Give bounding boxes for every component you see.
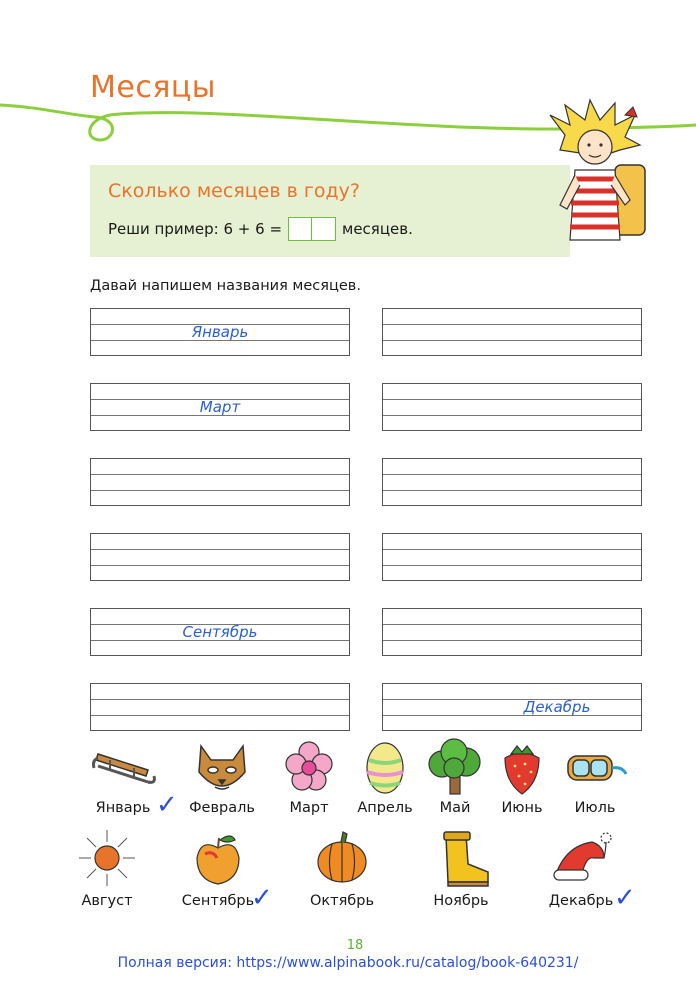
month-label: Октябрь xyxy=(309,893,375,909)
month-label: Январь xyxy=(95,800,151,816)
apple-icon xyxy=(183,828,253,888)
sun-icon xyxy=(72,828,142,888)
writing-line-block[interactable] xyxy=(382,458,642,506)
page-title: Месяцы xyxy=(90,70,216,105)
ruling-line xyxy=(383,565,641,566)
pumpkin-icon xyxy=(307,828,377,888)
ruling-line xyxy=(91,565,349,566)
month-label: Июль xyxy=(574,800,616,816)
writing-line-block[interactable] xyxy=(382,608,642,656)
writing-line-block[interactable] xyxy=(382,383,642,431)
writing-line-block[interactable] xyxy=(90,383,350,431)
ruling-line xyxy=(91,549,349,550)
writing-line-block[interactable] xyxy=(382,308,642,356)
writing-line-block[interactable] xyxy=(90,683,350,731)
writing-line-block[interactable] xyxy=(90,458,350,506)
handwritten-month-name: Сентябрь xyxy=(182,623,258,641)
answer-cell[interactable] xyxy=(289,218,312,240)
ruling-line xyxy=(91,715,349,716)
check-mark-icon: ✓ xyxy=(251,883,273,913)
ruling-line xyxy=(91,474,349,475)
handwritten-month-name: Январь xyxy=(191,323,249,341)
answer-box[interactable] xyxy=(288,217,336,241)
month-label: Сентябрь xyxy=(181,893,255,909)
writing-line-block[interactable] xyxy=(90,608,350,656)
month-label: Декабрь xyxy=(548,893,614,909)
month-label: Июнь xyxy=(501,800,543,816)
footer-link[interactable]: Полная версия: https://www.alpinabook.ru/catalog/book-640231/ xyxy=(117,955,579,971)
strawberry-icon xyxy=(487,738,557,798)
ruling-line xyxy=(383,640,641,641)
girl-with-backpack-illustration xyxy=(545,95,660,255)
instruction-text: Давай напишем названия месяцев. xyxy=(90,278,361,294)
check-mark-icon: ✓ xyxy=(614,883,636,913)
math-task-prefix: Реши пример: 6 + 6 = xyxy=(108,220,283,238)
writing-line-block[interactable] xyxy=(382,683,642,731)
ruling-line xyxy=(91,490,349,491)
handwritten-month-name: Март xyxy=(199,398,241,416)
diving-mask-icon xyxy=(560,738,630,798)
ruling-line xyxy=(383,549,641,550)
check-mark-icon: ✓ xyxy=(156,790,178,820)
ruling-line xyxy=(383,415,641,416)
handwritten-month-name: Декабрь xyxy=(523,698,591,716)
ruling-line xyxy=(383,624,641,625)
santa-hat-icon xyxy=(546,828,616,888)
ruling-line xyxy=(91,699,349,700)
month-label: Ноябрь xyxy=(433,893,489,909)
month-label: Май xyxy=(439,800,471,816)
page-number: 18 xyxy=(346,938,364,953)
month-label: Апрель xyxy=(357,800,413,816)
ruling-line xyxy=(383,399,641,400)
rubber-boot-icon xyxy=(426,828,496,888)
month-label: Февраль xyxy=(189,800,255,816)
month-label: Март xyxy=(289,800,329,816)
ruling-line xyxy=(383,324,641,325)
cat-mask-icon xyxy=(187,738,257,798)
question-panel xyxy=(90,165,570,257)
tree-icon xyxy=(420,738,490,798)
writing-line-block[interactable] xyxy=(382,533,642,581)
ruling-line xyxy=(383,490,641,491)
flower-icon xyxy=(274,738,344,798)
ruling-line xyxy=(383,340,641,341)
math-task xyxy=(108,217,413,241)
ruling-line xyxy=(383,474,641,475)
sled-icon xyxy=(88,738,158,798)
question-heading: Сколько месяцев в году? xyxy=(108,180,360,202)
writing-line-block[interactable] xyxy=(90,308,350,356)
month-label: Август xyxy=(81,893,133,909)
easter-egg-icon xyxy=(350,738,420,798)
answer-cell[interactable] xyxy=(312,218,335,240)
writing-line-block[interactable] xyxy=(90,533,350,581)
math-task-suffix: месяцев. xyxy=(342,220,413,238)
